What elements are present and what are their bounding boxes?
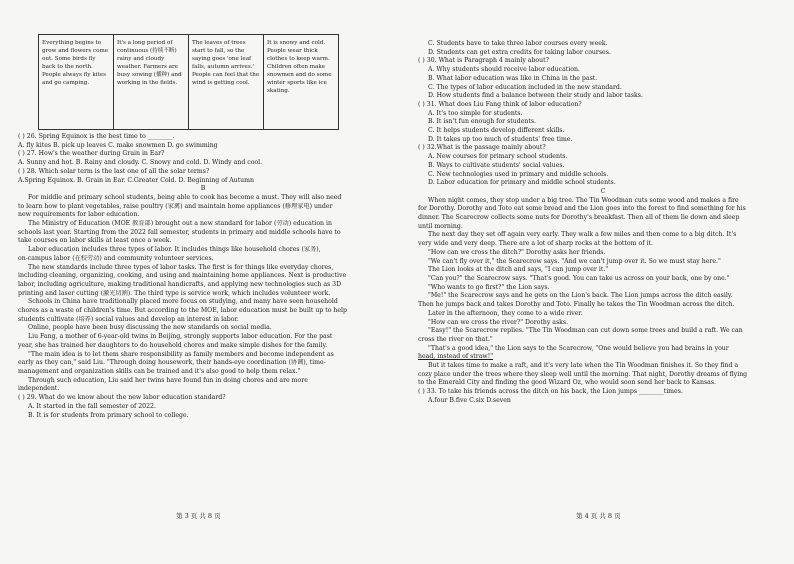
text-line: early as they can," said Liu. "Through doing housework, their hands-eye coordination (协调), time- xyxy=(18,359,326,367)
text-line: A. Why students should receive labor education. xyxy=(428,66,580,74)
text-line: ( ) 33. To take his friends across the ditch on his back, the Lion jumps ________times. xyxy=(418,388,683,396)
text-line: A. fly kites B. pick up leaves C. make snowmen D. go swimming xyxy=(18,141,218,149)
text-line: dinner. The Scarecrow collects some nuts for Dorothy's breakfast. Then all of them lie down and sleep xyxy=(418,214,740,222)
text-line: A.four B.five C.six D.seven xyxy=(428,396,511,404)
text-line: chores as a waste of children's time. But according to the MOE, labor education must be built up to help xyxy=(18,307,347,315)
text-line: Labor education includes three types of labor. It includes things like household chores (家务), xyxy=(28,246,321,254)
table-cell: It's a long period of continuous (持续不断) rainy and cloudy weather. Farmers are busy sowing (播种) and working in the fields. xyxy=(114,35,189,130)
text-line: C. Students have to take three labor courses every week. xyxy=(428,40,608,47)
text-line: "We can't fly over it," the Scarecrow says. "And we can't jump over it. So we must stay here." xyxy=(428,257,721,265)
text-line: "How can we cross the ditch?" Dorothy asks her friends. xyxy=(428,248,606,256)
right-text xyxy=(418,40,788,406)
text-line: B xyxy=(200,185,206,193)
text-line: D. Students can get extra credits for taking labor courses. xyxy=(428,48,611,56)
text-line: C xyxy=(600,187,606,195)
text-line: on-campus labor (在校劳动) and community volunteer services. xyxy=(18,254,214,262)
text-line: But it takes time to make a raft, and it's very late when the Tin Woodman finishes it. So they find a xyxy=(428,362,739,370)
table-cell: The leaves of trees start to fall, so the saying goes 'one leaf falls, autumn arrives.' People can feel that the wind is getting cool. xyxy=(189,35,264,130)
text-line: printing and laser cutting (激光切割). The third type is service work, which includes volunteer work. xyxy=(18,289,331,297)
text-line: D. How students find a balance between their study and labor tasks. xyxy=(428,92,643,100)
text-line: The Lion looks at the ditch and says, "I can jump over it." xyxy=(428,266,609,274)
text-line: A. It's too simple for students. xyxy=(428,109,523,117)
text-line: cross the river on that." xyxy=(418,335,493,343)
text-line: ( ) 32.What is the passage mainly about? xyxy=(418,144,546,152)
text-line: very wide and very deep. There are a lot of sharp rocks at the bottom of it. xyxy=(418,240,653,248)
text-line: The new standards include three types of labor tasks. The first is for things like everyday chores, xyxy=(28,263,334,271)
text-line: "Who wants to go first?" the Lion says. xyxy=(428,283,550,291)
table-cell: Everything begins to grow and flowers come out. Some birds fly back to the north. People always fly kites and go camping. xyxy=(39,35,114,130)
text-line: ( ) 30. What is Paragraph 4 mainly about? xyxy=(418,57,549,65)
text-line: ( ) 29. What do we know about the new labor education standard? xyxy=(18,394,226,402)
text-line: A. Sunny and hot. B. Rainy and cloudy. C. Snowy and cold. D. Windy and cool. xyxy=(18,159,263,167)
text-line: to learn how to plant vegetables, raise poultry (家禽) and maintain home appliances (修理家电) under xyxy=(18,202,333,210)
text-line: B. Ways to cultivate students' social values. xyxy=(428,161,565,169)
text-line: until morning. xyxy=(418,222,463,230)
text-line: D. It takes up too much of students' free time. xyxy=(428,135,573,143)
text-line: A. New courses for primary school students. xyxy=(428,153,568,161)
left-text xyxy=(18,133,388,420)
right-column xyxy=(418,40,788,564)
text-line: ( ) 27. How's the weather during Grain in Ear? xyxy=(18,150,165,158)
text-line: cozy place under the trees where they sleep well until the morning. That night, Dorothy dreams of flying xyxy=(418,370,748,378)
text-line: A. It started in the fall semester of 2022. xyxy=(28,402,156,410)
text-line: Later in the afternoon, they come to a wide river. xyxy=(428,309,583,317)
text-line: Online, people have been busy discussing the new standards on social media. xyxy=(28,324,272,332)
text-line: new requirements for labor education. xyxy=(18,211,140,219)
text-line: year, she has trained her daughters to do household chores and make simple dishes for the family. xyxy=(18,341,328,349)
text-line: "That's a good idea," the Lion says to the Scarecrow, "One would believe you had brains in your xyxy=(428,344,729,352)
text-line: take courses on labor skills at least once a week. xyxy=(18,237,172,245)
text-line: "Easy!" the Scarecrow replies. "The Tin Woodman can cut down some trees and build a raft. We can xyxy=(428,327,743,335)
text-line: ( ) 26. Spring Equinox is the best time to ________. xyxy=(18,133,175,140)
text-line: The next day they set off again very early. They walk a few miles and then come to a big ditch. It's xyxy=(428,231,737,239)
text-line: B. It is for students from primary school to college. xyxy=(28,411,189,419)
page-number-left: 第 3 页 共 8 页 xyxy=(176,512,221,520)
text-line: including cleaning, organizing, cooking, and using and maintaining home appliances. Next is productive xyxy=(18,272,347,280)
text-line: ( ) 31. What does Liu Fang think of labor education? xyxy=(418,100,582,108)
text-line: to the Emerald City and finding the good Wizard Oz, who would soon send her back to Kansas. xyxy=(418,379,716,387)
left-column xyxy=(18,34,388,558)
text-line: "Me!" the Scarecrow says and he gets on the Lion's back. The Lion jumps across the ditch easily. xyxy=(428,292,733,300)
text-line: A.Spring Equinox. B. Grain in Ear. C.Greater Cold. D. Beginning of Autumn xyxy=(18,176,254,184)
text-line: management and organization skills can be trained and it's also good to help them relax." xyxy=(18,367,301,375)
text-line: Through such education, Liu said her twins have found fun in doing chores and are more xyxy=(28,376,308,384)
text-line: "Can you?" the Scarecrow says. "That's good. You can take us across on your back, one by one." xyxy=(428,274,730,282)
text-line: B. What labor education was like in China in the past. xyxy=(428,74,598,82)
text-line: schools last year. Starting from the 2022 fall semester, students in primary and middle schools have to xyxy=(18,228,341,236)
text-line: Liu Fang, a mother of 6-year-old twins in Beijing, strongly supports labor education. For the past xyxy=(28,333,333,341)
text-line: When night comes, they stop under a big tree. The Tin Woodman cuts some wood and makes a fire xyxy=(428,196,739,204)
text-line: C. New technologies used in primary and middle schools. xyxy=(428,170,609,178)
text-line: independent. xyxy=(18,385,60,393)
text-line: "How can we cross the river?" Dorothy asks. xyxy=(428,318,569,326)
solar-terms-table xyxy=(38,34,339,130)
text-line: labor, including agriculture, making traditional handicrafts, and applying new technologies such as 3D xyxy=(18,280,342,288)
text-line: C. It helps students develop different skills. xyxy=(428,127,565,135)
text-line: "The main idea is to let them share responsibility as family members and become independent as xyxy=(28,350,334,358)
text-line: For middle and primary school students, being able to cook has become a must. They will also need xyxy=(28,193,342,201)
text-line: ( ) 28. Which solar term is the last one of all the solar terms? xyxy=(18,167,210,175)
text-line: for Dorothy. Dorothy and Toto eat some bread and the Lion goes into the forest to find something for his xyxy=(418,205,746,213)
page-number-right: 第 4 页 共 8 页 xyxy=(576,512,621,520)
text-line: The Ministry of Education (MOE 教育部) brought out a new standard for labor (劳动) education in xyxy=(28,220,332,228)
text-line: D. Labor education for primary and middle school students. xyxy=(428,179,616,187)
text-line: Then he jumps back and takes Dorothy and Toto. Finally he takes the Tin Woodman across the ditch. xyxy=(418,301,735,309)
text-line: Schools in China have traditionally placed more focus on studying, and many have seen household xyxy=(28,298,338,306)
text-line: head, instead of straw!" xyxy=(418,353,494,361)
text-line: C. The types of labor education included in the new standard. xyxy=(428,83,622,91)
text-line: B. It isn't fun enough for students. xyxy=(428,118,536,126)
text-line: students cultivate (培养) social values and develop an interest in labor. xyxy=(18,315,239,323)
table-cell: It is snowy and cold. People wear thick clothes to keep warm. Children often make snowmen and do some winter sports like ice skating. xyxy=(264,35,339,130)
